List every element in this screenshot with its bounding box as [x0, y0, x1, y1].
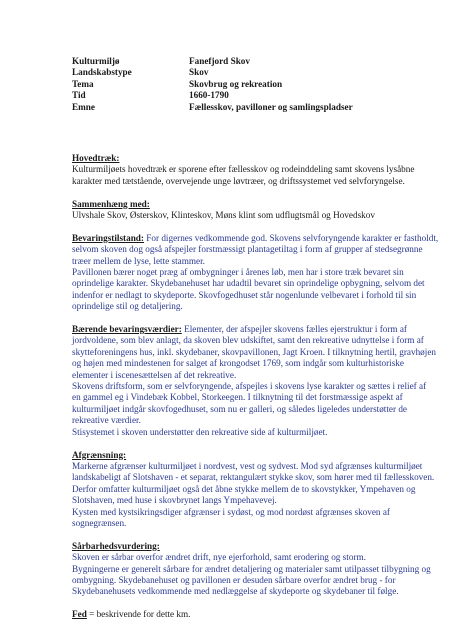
text-line: Pavillonen bærer noget præg af ombygninger i årenes løb, men har i store træk bevaret sin	[72, 267, 404, 278]
text-line: en gammel eg i Vindebæk Kobbel, Storkeegen. I tilknytning til det forstmæssige aspekt af	[72, 392, 403, 403]
document-body	[72, 153, 439, 632]
text-line	[72, 232, 439, 244]
section-paragraph	[72, 552, 431, 598]
section-baerende-vaerdier	[72, 324, 437, 438]
text-line: Kysten med kystsikringsdiger afgrænser i sydøst, og mod nordøst afgrænses skoven af	[72, 506, 390, 517]
section-hovedtraek	[72, 153, 415, 187]
text-line: Stisystemet i skoven understøtter den rekreative side af kulturmiljøet.	[72, 426, 328, 437]
text-line: træer mellem de lyse, lette stammer.	[72, 255, 205, 266]
section-paragraph	[72, 324, 437, 438]
text-line: karakter med tætstående, overvejende unge løvtræer, og driftssystemet ved selvforyngelse.	[72, 175, 405, 186]
text-line: Bygningerne er generelt sårbare for ændret detaljering og materialer samt utilpasset tilbygning og	[72, 563, 431, 574]
text-line: elementer i iscenesættelsen af det rekreative.	[72, 369, 237, 380]
text-line: rekreative værdier.	[72, 415, 141, 426]
metadata-row	[72, 67, 353, 78]
section-heading: Afgrænsning:	[72, 449, 127, 460]
text-line: Skovens driftsform, som er selvforyngende, afspejles i skovens lyse karakter og sættes i relief af	[72, 381, 427, 392]
text-line: selvom skoven dog også afspejler forstmæssigt plantagetiltag i form af grupper af stedsegrønne	[72, 244, 423, 255]
metadata-key: Tid	[72, 90, 86, 101]
legend-text: = beskrivende for dette km.	[86, 609, 191, 620]
metadata-value: Skovbrug og rekreation	[189, 78, 283, 89]
section-label: Bærende bevaringsværdier:	[72, 324, 182, 335]
text-line: indenfor er nedlagt to skydeporte. Skovfogedhuset står nogenlunde velbevaret i forhold til sin	[72, 289, 417, 300]
section-saarbarhed	[72, 540, 431, 598]
text-run: Elementer, der afspejler skovens fælles ejerstruktur i form af	[181, 324, 407, 335]
section-paragraph	[72, 232, 439, 313]
metadata-value: 1660-1790	[189, 90, 229, 101]
text-run: For digernes vedkommende god. Skovens selvforyngende karakter er fastholdt,	[143, 232, 439, 243]
text-line: Kulturmiljøets hovedtræk er sporene efter fællesskov og rodeinddeling samt skovens lysåbne	[72, 164, 415, 175]
text-line: ombygning. Skydebanehuset og pavillonen er desuden sårbare overfor ændret brug - for	[72, 574, 396, 585]
metadata-row	[72, 79, 353, 90]
section-bevaringstilstand	[72, 232, 439, 313]
metadata-table	[72, 56, 353, 113]
section-paragraph	[72, 460, 435, 529]
text-line	[72, 324, 407, 335]
text-line: landskabeligt af Slotshaven - et separat, rektangulært stykke skov, som hører med til fællesskoven.	[72, 472, 435, 483]
text-line: Skydebanehusets vedkommende med nedlæggelse af skydeporte og skydebaner til følge.	[72, 586, 399, 597]
section-heading: Sammenhæng med:	[72, 198, 150, 209]
metadata-row	[72, 102, 353, 113]
section-heading: Hovedtræk:	[72, 153, 120, 163]
metadata-key: Tema	[72, 78, 94, 89]
text-line: skytteforeningens hus, inkl. skydebaner, skovpavillonen, Jagt Kroen. I tilknytning hertil, gravhøjen	[72, 346, 437, 357]
legend-label: Fed	[72, 609, 87, 620]
metadata-value: Fanefjord Skov	[189, 56, 250, 66]
text-line: oprindelige karakter. Skydebanehuset har udadtil bevaret sin oprindelige opbygning, selvom det	[72, 278, 425, 289]
text-line: Slotshaven, med huse i skovbrynet langs Ympehavevej.	[72, 495, 277, 506]
metadata-key: Kulturmiljø	[72, 56, 120, 66]
text-line: Skoven er sårbar overfor ændret drift, nye ejerforhold, samt erodering og storm.	[72, 552, 366, 563]
text-line: oprindelige stil og detaljering.	[72, 301, 183, 312]
text-line: og højen med mindestenen for salget af krongodset 1769, som indgår som kulturhistoriske	[72, 358, 404, 369]
text-line: Markerne afgrænser kulturmiljøet i nordvest, vest og sydvest. Mod syd afgrænses kulturmiljøet	[72, 460, 423, 471]
text-line: kulturmiljøet indgår skovfogedhuset, som nu er galleri, og således ligeledes understøtter de	[72, 403, 408, 414]
text-line: Derfor omfatter kulturmiljøet også det åbne stykke mellem de to skovstykker, Ympehaven og	[72, 483, 416, 494]
section-label: Bevaringstilstand:	[72, 232, 144, 243]
text-line: sognegrænsen.	[72, 517, 127, 528]
metadata-value: Skov	[189, 67, 209, 78]
section-sammenhaeng	[72, 199, 402, 222]
footer-legend	[72, 609, 402, 620]
section-paragraph	[72, 164, 415, 187]
text-line: jordvoldene, som blev anlagt, da skoven blev udskiftet, samt den rekreative udnyttelse i form af	[72, 335, 424, 346]
section-afgraensning	[72, 449, 435, 530]
section-heading: Sårbarhedsvurdering:	[72, 540, 160, 551]
metadata-value: Fællesskov, pavilloner og samlingspladser	[189, 101, 353, 112]
metadata-row	[72, 90, 353, 101]
metadata-row	[72, 56, 353, 67]
metadata-key: Emne	[72, 101, 95, 112]
section-paragraph	[72, 210, 402, 221]
metadata-key: Landskabstype	[72, 67, 132, 78]
text-line: Ulvshale Skov, Østerskov, Klinteskov, Møns klint som udflugtsmål og Hovedskov	[72, 210, 375, 221]
